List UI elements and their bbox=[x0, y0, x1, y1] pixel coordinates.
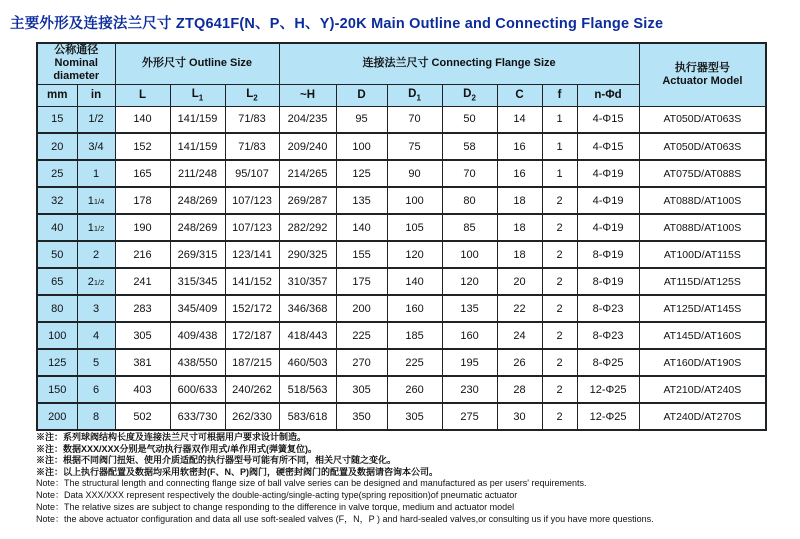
table-row bbox=[37, 106, 766, 133]
col-header-L: L bbox=[115, 84, 170, 106]
cell-D2: 80 bbox=[442, 187, 497, 214]
cell-L1: 141/159 bbox=[170, 133, 225, 160]
cell-n-d: 4-Φ19 bbox=[577, 187, 639, 214]
note-line-zh: ※注：系列球阀结构长度及连接法兰尺寸可根据用户要求设计制造。 bbox=[36, 432, 307, 442]
cell-actuator: AT210D/AT240S bbox=[639, 376, 766, 403]
cell-D2: 135 bbox=[442, 295, 497, 322]
cell-mm: 150 bbox=[37, 376, 77, 403]
note-line-en: Note：the above actuator configuration and data all use soft-sealed valves (F，N，P ) and hard-sealed valves,or consulting us if you have more questions. bbox=[36, 513, 654, 524]
cell-L: 165 bbox=[115, 160, 170, 187]
cell-mm: 125 bbox=[37, 349, 77, 376]
cell-D1: 160 bbox=[387, 295, 442, 322]
cell-D1: 225 bbox=[387, 349, 442, 376]
cell-f: 2 bbox=[542, 322, 577, 349]
cell-actuator: AT240D/AT270S bbox=[639, 403, 766, 430]
col-header-C: C bbox=[497, 84, 542, 106]
cell-D1: 185 bbox=[387, 322, 442, 349]
notes-section bbox=[36, 432, 786, 526]
cell-D2: 70 bbox=[442, 160, 497, 187]
cell-L: 403 bbox=[115, 376, 170, 403]
cell-n-d: 4-Φ15 bbox=[577, 133, 639, 160]
cell-actuator: AT050D/AT063S bbox=[639, 106, 766, 133]
col-header-mm: mm bbox=[37, 84, 77, 106]
cell-H: 310/357 bbox=[279, 268, 336, 295]
cell-H: 346/368 bbox=[279, 295, 336, 322]
cell-mm: 50 bbox=[37, 241, 77, 268]
cell-L1: 633/730 bbox=[170, 403, 225, 430]
table-row bbox=[37, 160, 766, 187]
col-header-H: ~H bbox=[279, 84, 336, 106]
col-header-in: in bbox=[77, 84, 115, 106]
cell-H: 204/235 bbox=[279, 106, 336, 133]
cell-L2: 71/83 bbox=[225, 133, 279, 160]
cell-D2: 195 bbox=[442, 349, 497, 376]
cell-D2: 58 bbox=[442, 133, 497, 160]
cell-D1: 140 bbox=[387, 268, 442, 295]
cell-D1: 75 bbox=[387, 133, 442, 160]
table-row bbox=[37, 187, 766, 214]
cell-L: 216 bbox=[115, 241, 170, 268]
cell-n-d: 12-Φ25 bbox=[577, 403, 639, 430]
cell-in: 1/2 bbox=[77, 106, 115, 133]
cell-L1: 211/248 bbox=[170, 160, 225, 187]
cell-D: 200 bbox=[336, 295, 387, 322]
cell-L2: 95/107 bbox=[225, 160, 279, 187]
cell-D: 100 bbox=[336, 133, 387, 160]
cell-mm: 40 bbox=[37, 214, 77, 241]
cell-n-d: 8-Φ19 bbox=[577, 268, 639, 295]
cell-L2: 71/83 bbox=[225, 106, 279, 133]
cell-in: 8 bbox=[77, 403, 115, 430]
group-header-nominal-diameter bbox=[37, 43, 115, 84]
cell-H: 282/292 bbox=[279, 214, 336, 241]
cell-in: 21/2 bbox=[77, 268, 115, 295]
group-header-connecting-flange-size: 连接法兰尺寸 Connecting Flange Size bbox=[279, 43, 639, 84]
flange-size-table bbox=[36, 42, 767, 431]
cell-in: 5 bbox=[77, 349, 115, 376]
cell-f: 2 bbox=[542, 241, 577, 268]
cell-D1: 260 bbox=[387, 376, 442, 403]
cell-D2: 100 bbox=[442, 241, 497, 268]
cell-in: 6 bbox=[77, 376, 115, 403]
col-header-D: D bbox=[336, 84, 387, 106]
cell-D: 125 bbox=[336, 160, 387, 187]
cell-H: 214/265 bbox=[279, 160, 336, 187]
cell-D2: 160 bbox=[442, 322, 497, 349]
cell-n-d: 4-Φ15 bbox=[577, 106, 639, 133]
group-header-nominal-en: Nominal diameter bbox=[53, 57, 100, 83]
cell-in: 4 bbox=[77, 322, 115, 349]
col-header-D2: $D_2$ bbox=[442, 84, 497, 106]
cell-C: 18 bbox=[497, 214, 542, 241]
col-header-f: f bbox=[542, 84, 577, 106]
table-body bbox=[37, 106, 766, 430]
cell-C: 20 bbox=[497, 268, 542, 295]
cell-H: 460/503 bbox=[279, 349, 336, 376]
cell-L2: 141/152 bbox=[225, 268, 279, 295]
cell-C: 16 bbox=[497, 133, 542, 160]
cell-D2: 230 bbox=[442, 376, 497, 403]
col-header-L1: $L_1$ bbox=[170, 84, 225, 106]
cell-in: 11/4 bbox=[77, 187, 115, 214]
note-line-zh: ※注：以上执行器配置及数据均采用软密封(F、N、P)阀门，硬密封阀门的配置及数据请咨询本公司。 bbox=[36, 466, 438, 477]
group-header-actuator-model bbox=[639, 43, 766, 106]
cell-in: 3/4 bbox=[77, 133, 115, 160]
cell-D2: 85 bbox=[442, 214, 497, 241]
cell-D: 270 bbox=[336, 349, 387, 376]
cell-mm: 15 bbox=[37, 106, 77, 133]
cell-L2: 172/187 bbox=[225, 322, 279, 349]
cell-C: 30 bbox=[497, 403, 542, 430]
cell-D: 95 bbox=[336, 106, 387, 133]
cell-f: 2 bbox=[542, 187, 577, 214]
cell-n-d: 8-Φ19 bbox=[577, 241, 639, 268]
cell-D2: 50 bbox=[442, 106, 497, 133]
cell-L2: 187/215 bbox=[225, 349, 279, 376]
cell-L1: 345/409 bbox=[170, 295, 225, 322]
group-header-outline-size: 外形尺寸 Outline Size bbox=[115, 43, 279, 84]
cell-mm: 200 bbox=[37, 403, 77, 430]
note-line-en: Note：The structural length and connecting flange size of ball valve series can be designed and manufactured as per users' requirements. bbox=[36, 478, 587, 489]
cell-actuator: AT100D/AT115S bbox=[639, 241, 766, 268]
cell-mm: 65 bbox=[37, 268, 77, 295]
cell-mm: 25 bbox=[37, 160, 77, 187]
table-row bbox=[37, 322, 766, 349]
cell-D: 175 bbox=[336, 268, 387, 295]
cell-actuator: AT145D/AT160S bbox=[639, 322, 766, 349]
cell-actuator: AT160D/AT190S bbox=[639, 349, 766, 376]
cell-L1: 409/438 bbox=[170, 322, 225, 349]
cell-mm: 100 bbox=[37, 322, 77, 349]
group-header-row bbox=[37, 43, 766, 84]
table-row bbox=[37, 376, 766, 403]
cell-L1: 600/633 bbox=[170, 376, 225, 403]
cell-L1: 315/345 bbox=[170, 268, 225, 295]
col-header-L2: $L_2$ bbox=[225, 84, 279, 106]
table-row bbox=[37, 268, 766, 295]
cell-L1: 248/269 bbox=[170, 187, 225, 214]
group-header-actuator-zh: 执行器型号 bbox=[674, 61, 730, 74]
table-row bbox=[37, 349, 766, 376]
cell-C: 26 bbox=[497, 349, 542, 376]
cell-D1: 70 bbox=[387, 106, 442, 133]
cell-C: 18 bbox=[497, 187, 542, 214]
cell-L: 140 bbox=[115, 106, 170, 133]
col-header-n-d: n-Φd bbox=[577, 84, 639, 106]
cell-L: 178 bbox=[115, 187, 170, 214]
cell-L: 152 bbox=[115, 133, 170, 160]
cell-L2: 123/141 bbox=[225, 241, 279, 268]
cell-f: 2 bbox=[542, 295, 577, 322]
page-title: 主要外形及连接法兰尺寸 ZTQ641F(N、P、H、Y)-20K Main Outline and Connecting Flange Size bbox=[10, 16, 664, 32]
cell-n-d: 4-Φ19 bbox=[577, 214, 639, 241]
cell-L1: 141/159 bbox=[170, 106, 225, 133]
cell-in: 3 bbox=[77, 295, 115, 322]
cell-f: 2 bbox=[542, 376, 577, 403]
cell-in: 2 bbox=[77, 241, 115, 268]
cell-H: 209/240 bbox=[279, 133, 336, 160]
cell-actuator: AT125D/AT145S bbox=[639, 295, 766, 322]
cell-C: 28 bbox=[497, 376, 542, 403]
cell-D: 140 bbox=[336, 214, 387, 241]
cell-in: 11/2 bbox=[77, 214, 115, 241]
group-header-nominal-zh: 公称通径 bbox=[54, 44, 99, 56]
note-line-zh: ※注：数据XXX/XXX分别是气动执行器双作用式/单作用式(弹簧复位)。 bbox=[36, 443, 318, 454]
table-row bbox=[37, 295, 766, 322]
cell-f: 1 bbox=[542, 106, 577, 133]
cell-H: 418/443 bbox=[279, 322, 336, 349]
cell-L: 241 bbox=[115, 268, 170, 295]
cell-n-d: 4-Φ19 bbox=[577, 160, 639, 187]
cell-f: 2 bbox=[542, 214, 577, 241]
cell-L: 305 bbox=[115, 322, 170, 349]
col-header-D1: $D_1$ bbox=[387, 84, 442, 106]
cell-L1: 438/550 bbox=[170, 349, 225, 376]
cell-D: 350 bbox=[336, 403, 387, 430]
cell-C: 22 bbox=[497, 295, 542, 322]
cell-H: 583/618 bbox=[279, 403, 336, 430]
cell-D: 135 bbox=[336, 187, 387, 214]
table-row bbox=[37, 403, 766, 430]
cell-actuator: AT075D/AT088S bbox=[639, 160, 766, 187]
cell-L: 502 bbox=[115, 403, 170, 430]
cell-D1: 120 bbox=[387, 241, 442, 268]
cell-in: 1 bbox=[77, 160, 115, 187]
cell-L: 381 bbox=[115, 349, 170, 376]
cell-n-d: 8-Φ25 bbox=[577, 349, 639, 376]
cell-n-d: 8-Φ23 bbox=[577, 322, 639, 349]
cell-D1: 100 bbox=[387, 187, 442, 214]
note-line-zh: ※注：根据不同阀门扭矩、使用介质适配的执行器型号可能有所不同，相关尺寸随之变化。 bbox=[36, 455, 397, 466]
table-row bbox=[37, 241, 766, 268]
cell-mm: 20 bbox=[37, 133, 77, 160]
cell-H: 518/563 bbox=[279, 376, 336, 403]
cell-L: 283 bbox=[115, 295, 170, 322]
cell-L2: 152/172 bbox=[225, 295, 279, 322]
cell-L2: 240/262 bbox=[225, 376, 279, 403]
group-header-actuator-en: Actuator Model bbox=[662, 74, 743, 87]
cell-L2: 107/123 bbox=[225, 214, 279, 241]
cell-D: 305 bbox=[336, 376, 387, 403]
note-line-en: Note：The relative sizes are subject to change responding to the difference in valve torque, medium and actuator model bbox=[36, 501, 515, 512]
cell-D: 225 bbox=[336, 322, 387, 349]
cell-L: 190 bbox=[115, 214, 170, 241]
cell-L1: 248/269 bbox=[170, 214, 225, 241]
cell-actuator: AT115D/AT125S bbox=[639, 268, 766, 295]
cell-C: 16 bbox=[497, 160, 542, 187]
cell-mm: 80 bbox=[37, 295, 77, 322]
cell-actuator: AT088D/AT100S bbox=[639, 214, 766, 241]
cell-D2: 275 bbox=[442, 403, 497, 430]
cell-f: 2 bbox=[542, 268, 577, 295]
cell-f: 2 bbox=[542, 349, 577, 376]
cell-D1: 105 bbox=[387, 214, 442, 241]
cell-L1: 269/315 bbox=[170, 241, 225, 268]
cell-n-d: 8-Φ23 bbox=[577, 295, 639, 322]
table-row bbox=[37, 133, 766, 160]
cell-f: 1 bbox=[542, 133, 577, 160]
cell-D2: 120 bbox=[442, 268, 497, 295]
cell-f: 2 bbox=[542, 403, 577, 430]
cell-C: 18 bbox=[497, 241, 542, 268]
note-line-en: Note：Data XXX/XXX represent respectively the double-acting/single-acting type(spring reposition)of pneumatic actuator bbox=[36, 490, 518, 501]
cell-n-d: 12-Φ25 bbox=[577, 376, 639, 403]
cell-actuator: AT088D/AT100S bbox=[639, 187, 766, 214]
cell-H: 269/287 bbox=[279, 187, 336, 214]
cell-L2: 107/123 bbox=[225, 187, 279, 214]
cell-actuator: AT050D/AT063S bbox=[639, 133, 766, 160]
cell-D: 155 bbox=[336, 241, 387, 268]
cell-H: 290/325 bbox=[279, 241, 336, 268]
table-row bbox=[37, 214, 766, 241]
cell-f: 1 bbox=[542, 160, 577, 187]
cell-mm: 32 bbox=[37, 187, 77, 214]
cell-D1: 305 bbox=[387, 403, 442, 430]
cell-C: 14 bbox=[497, 106, 542, 133]
cell-L2: 262/330 bbox=[225, 403, 279, 430]
cell-C: 24 bbox=[497, 322, 542, 349]
cell-D1: 90 bbox=[387, 160, 442, 187]
notes-en bbox=[36, 478, 786, 525]
notes-zh bbox=[36, 432, 786, 478]
